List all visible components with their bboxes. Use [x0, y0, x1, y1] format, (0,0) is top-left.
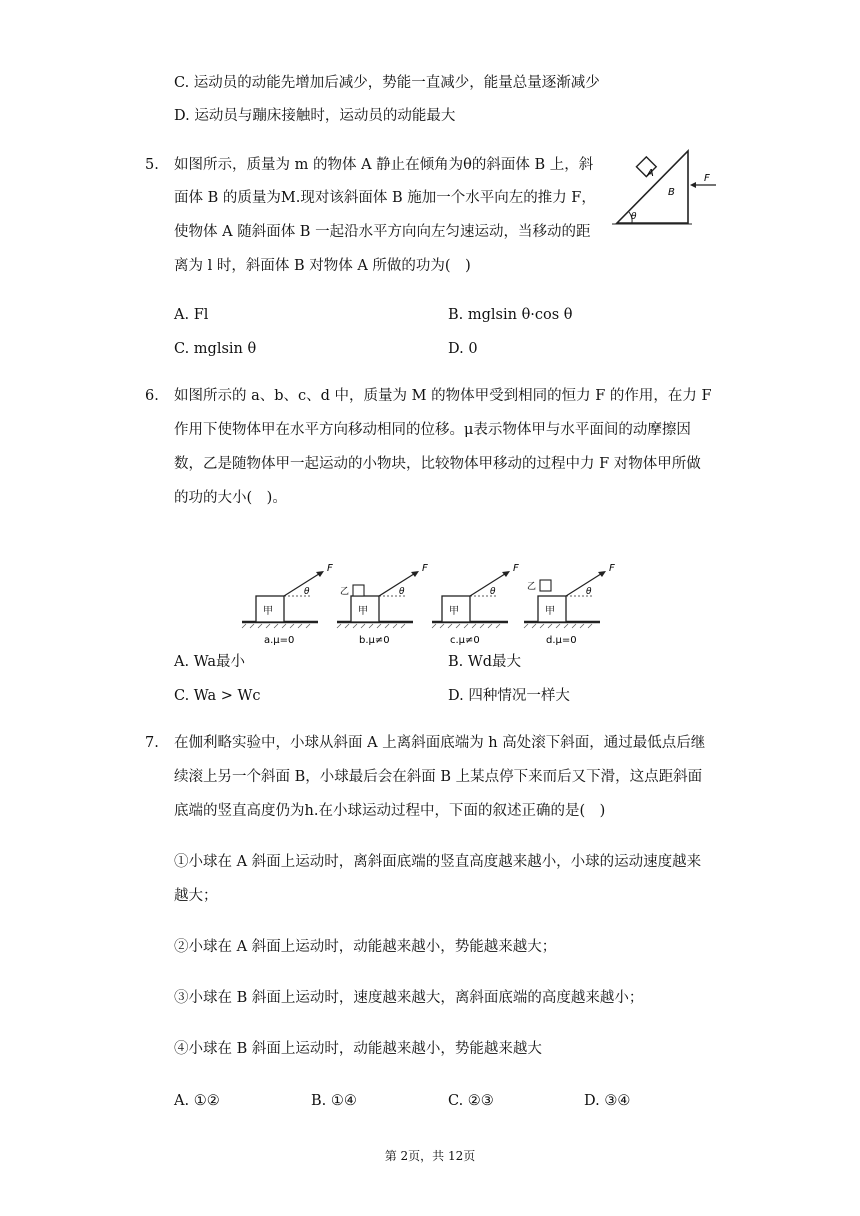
q5-number: 5. [145, 157, 159, 173]
q7-number: 7. [145, 735, 159, 751]
page-footer: 第 2页，共 12页 [384, 1149, 476, 1163]
q6-line-3: 数，乙是随物体甲一起运动的小物块，比较物体甲移动的过程中力 F 对物体甲所做 [174, 456, 701, 472]
q5-line-4: 离为 l 时，斜面体 B 对物体 A 所做的功为( ) [174, 258, 471, 274]
q6-panel-b [337, 563, 428, 646]
q6-d-force-label: F [609, 563, 615, 574]
q6-d-angle-label: θ [586, 587, 592, 597]
q6-b-force-label: F [422, 563, 428, 574]
q6-force-figure [238, 558, 628, 650]
q4-option-c: C. 运动员的动能先增加后减少，势能一直减少，能量总量逐渐减少 [174, 75, 600, 91]
q5-option-c: C. mglsin θ [174, 341, 257, 357]
q5-incline-figure [612, 145, 730, 231]
q5-option-b: B. mglsin θ·cos θ [448, 307, 573, 323]
q7-item-3: ③小球在 B 斜面上运动时，速度越来越大，离斜面底端的高度越来越小； [174, 990, 644, 1006]
q5-option-d: D. 0 [448, 341, 478, 357]
q7-option-b: B. ①④ [311, 1093, 357, 1109]
q6-panel-a [242, 563, 333, 646]
q5-line-1: 如图所示，质量为 m 的物体 A 静止在倾角为θ的斜面体 B 上，斜 [174, 157, 594, 173]
q7-option-d: D. ③④ [584, 1093, 631, 1109]
q7-item-2: ②小球在 A 斜面上运动时，动能越来越小，势能越来越大； [174, 939, 557, 955]
q6-a-angle-label: θ [304, 587, 310, 597]
q7-item-1-cont: 越大； [174, 888, 218, 904]
q7-line-2: 续滚上另一个斜面 B，小球最后会在斜面 B 上某点停下来而后又下滑，这点距斜面 [174, 769, 703, 785]
q6-option-d: D. 四种情况一样大 [448, 688, 570, 704]
q7-option-a: A. ①② [174, 1093, 220, 1109]
q6-d-small-label: 乙 [527, 582, 537, 592]
q6-c-angle-label: θ [490, 587, 496, 597]
q6-caption-c: c.μ≠0 [450, 635, 480, 646]
q5-line-2: 面体 B 的质量为M.现对该斜面体 B 施加一个水平向左的推力 F， [174, 190, 596, 206]
q6-b-small-label: 乙 [340, 587, 350, 597]
q7-item-4: ④小球在 B 斜面上运动时，动能越来越小，势能越来越大 [174, 1041, 542, 1057]
q5-line-3: 使物体 A 随斜面体 B 一起沿水平方向向左匀速运动，当移动的距 [174, 224, 591, 240]
q6-option-a: A. Wa最小 [174, 654, 245, 670]
q7-item-1: ①小球在 A 斜面上运动时，离斜面底端的竖直高度越来越小，小球的运动速度越来 [174, 854, 702, 870]
q5-fig-label-a: A [647, 168, 654, 179]
q6-number: 6. [145, 388, 159, 404]
q7-option-c: C. ②③ [448, 1093, 494, 1109]
q7-line-1: 在伽利略实验中，小球从斜面 A 上离斜面底端为 h 高处滚下斜面，通过最低点后继 [174, 735, 706, 751]
q6-a-force-label: F [327, 563, 333, 574]
q6-panel-d [524, 563, 615, 646]
q6-line-1: 如图所示的 a、b、c、d 中，质量为 M 的物体甲受到相同的恒力 F 的作用，在力 F [174, 388, 712, 404]
q6-c-force-label: F [513, 563, 519, 574]
q6-b-block-label: 甲 [358, 606, 368, 617]
q6-a-block-label: 甲 [263, 606, 273, 617]
q6-line-4: 的功的大小( )。 [174, 490, 287, 506]
q6-d-block-label: 甲 [545, 606, 555, 617]
q5-option-a: A. Fl [174, 307, 209, 323]
q6-c-block-label: 甲 [449, 606, 459, 617]
q6-caption-b: b.μ≠0 [359, 635, 390, 646]
q5-fig-label-theta: θ [631, 212, 637, 222]
q5-fig-label-b: B [668, 187, 675, 198]
q6-option-b: B. Wd最大 [448, 654, 522, 670]
q6-b-angle-label: θ [399, 587, 405, 597]
q6-panel-c [432, 563, 519, 646]
q6-option-c: C. Wa > Wc [174, 688, 261, 704]
q5-fig-label-f: F [704, 173, 710, 184]
q6-caption-a: a.μ=0 [264, 635, 295, 646]
q7-line-3: 底端的竖直高度仍为h.在小球运动过程中，下面的叙述正确的是( ) [174, 803, 606, 819]
q4-option-d: D. 运动员与蹦床接触时，运动员的动能最大 [174, 108, 456, 124]
q6-caption-d: d.μ=0 [546, 635, 577, 646]
q6-line-2: 作用下使物体甲在水平方向移动相同的位移。μ表示物体甲与水平面间的动摩擦因 [174, 422, 691, 438]
